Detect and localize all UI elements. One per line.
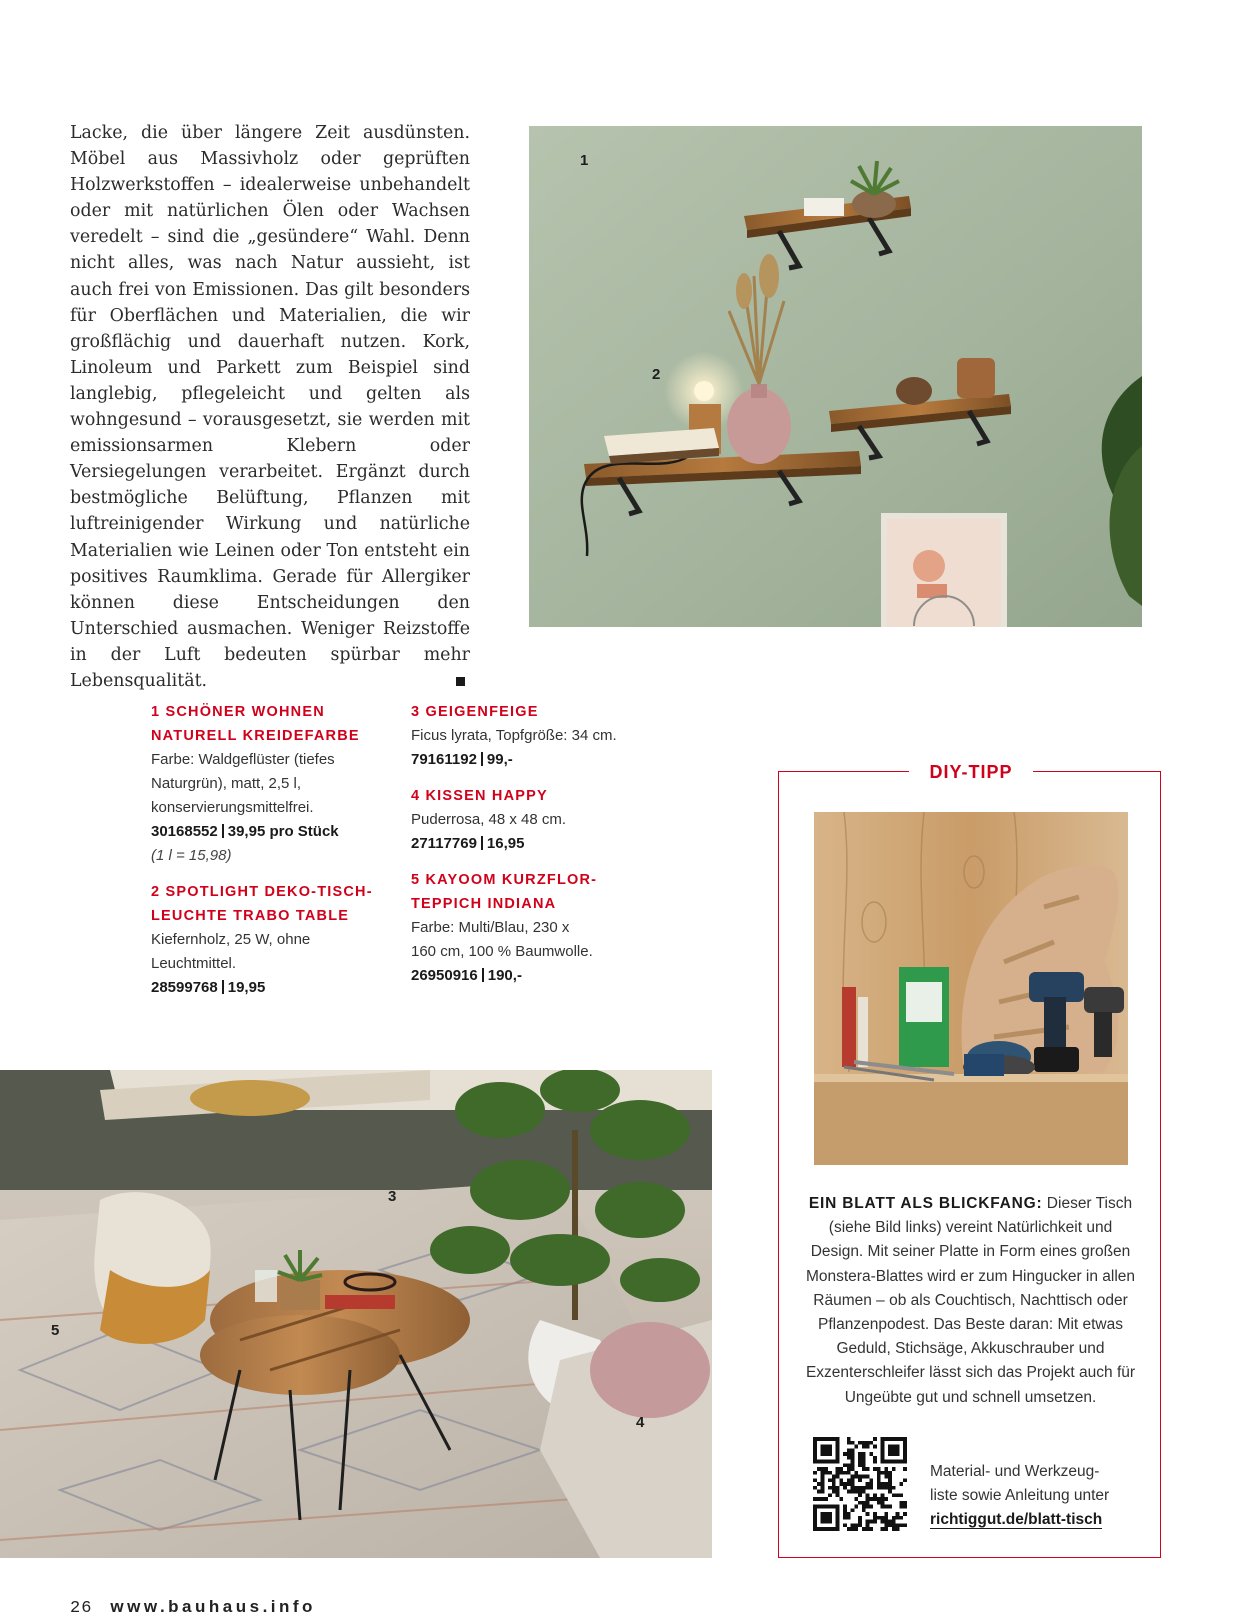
product-title-line: 5 KAYOOM KURZFLOR- (411, 872, 598, 888)
product-item (411, 700, 651, 772)
product-item (151, 700, 391, 868)
diy-tip-body: Dieser Tisch (siehe Bild links) vereint Natürlichkeit und Design. Mit seiner Platte in Form eines großen Monstera-Blattes wird er zum Hingucker in allen Räumen – ob als Couchtisch, Nachttisch oder Pflanzenpodest. Das Beste daran: Mit etwas Geduld, Stichsäge, Akkuschrauber und Exzenterschleifer lässt sich das Projekt auch für Ungeübte gut und schnell umsetzen. (805, 1195, 1136, 1406)
living-room-photo (0, 1070, 712, 1558)
product-desc-line: Leuchtmittel. (151, 955, 237, 972)
product-price (151, 820, 391, 844)
product-price-value: 19,95 (227, 979, 266, 996)
product-desc-line: 160 cm, 100 % Baumwolle. (411, 943, 593, 960)
diy-workbench-photo (814, 812, 1128, 1165)
product-price (411, 964, 651, 988)
diy-tip-text (803, 1192, 1138, 1410)
product-unit-price: (1 l = 15,98) (151, 847, 232, 864)
page-footer (70, 1597, 316, 1618)
product-title (411, 784, 651, 808)
page-number: 26 (70, 1599, 93, 1618)
photo-label-3: 3 (388, 1188, 397, 1205)
product-desc-line: Ficus lyrata, Topfgröße: 34 cm. (411, 727, 617, 744)
product-description (151, 748, 391, 820)
product-list-left (151, 700, 391, 1012)
photo-label-1: 1 (580, 152, 589, 169)
price-separator (481, 752, 483, 766)
photo-label-5: 5 (51, 1322, 60, 1339)
product-price (151, 976, 391, 1000)
product-title-line: 4 KISSEN HAPPY (411, 788, 548, 804)
product-title (151, 880, 391, 928)
product-desc-line: Farbe: Waldgeflüster (tiefes (151, 751, 335, 768)
product-sku: 28599768 (151, 979, 218, 996)
product-title (411, 868, 651, 916)
product-price-value: 190,- (487, 967, 522, 984)
diy-tip-heading: DIY-TIPP (927, 758, 1015, 786)
product-title-line: LEUCHTE TRABO TABLE (151, 908, 350, 924)
product-price (411, 748, 651, 772)
product-item (151, 880, 391, 1000)
qr-link[interactable]: richtiggut.de/blatt-tisch (930, 1511, 1103, 1528)
price-separator (482, 968, 484, 982)
product-desc-line: Puderrosa, 48 x 48 cm. (411, 811, 567, 828)
price-separator (222, 980, 224, 994)
product-title-line: 3 GEIGENFEIGE (411, 704, 539, 720)
diy-workbench-photo-illustration (814, 812, 1128, 1165)
product-price-value: 99,- (486, 751, 513, 768)
end-mark-icon (456, 677, 465, 686)
product-description (411, 808, 651, 832)
product-price-value: 39,95 pro Stück (227, 823, 339, 840)
product-sku: 26950916 (411, 967, 478, 984)
qr-caption-line: liste sowie Anleitung unter (930, 1487, 1110, 1504)
diy-tip-box (778, 762, 1161, 1558)
footer-url[interactable]: www.bauhaus.info (110, 1597, 316, 1616)
product-desc-line: Kiefernholz, 25 W, ohne (151, 931, 311, 948)
diy-tip-lead: EIN BLATT ALS BLICKFANG: (808, 1195, 1043, 1212)
price-separator (222, 824, 224, 838)
product-price-value: 16,95 (486, 835, 525, 852)
photo-label-4: 4 (636, 1414, 645, 1431)
product-title (411, 700, 651, 724)
product-item (411, 784, 651, 856)
product-title-line: TEPPICH INDIANA (411, 896, 557, 912)
qr-caption (930, 1460, 1140, 1532)
product-desc-line: Naturgrün), matt, 2,5 l, (151, 775, 302, 792)
product-title (151, 700, 391, 748)
product-sku: 30168552 (151, 823, 218, 840)
living-room-photo-illustration (0, 1070, 712, 1558)
product-title-line: 1 SCHÖNER WOHNEN (151, 704, 325, 720)
shelves-photo-illustration (529, 126, 1142, 627)
product-item (411, 868, 651, 988)
product-list-right (411, 700, 651, 1000)
product-description (411, 916, 651, 964)
qr-caption-line: Material- und Werkzeug- (930, 1463, 1100, 1480)
product-description (151, 928, 391, 976)
product-desc-line: Farbe: Multi/Blau, 230 x (411, 919, 570, 936)
price-separator (481, 836, 483, 850)
product-desc-line: konservierungsmittelfrei. (151, 799, 314, 816)
article-body (70, 120, 470, 694)
product-sku: 27117769 (411, 835, 477, 852)
product-sku: 79161192 (411, 751, 477, 768)
product-description (411, 724, 651, 748)
product-title-line: NATURELL KREIDEFARBE (151, 728, 360, 744)
shelves-photo (529, 126, 1142, 627)
product-title-line: 2 SPOTLIGHT DEKO-TISCH- (151, 884, 373, 900)
product-price (411, 832, 651, 856)
article-body-text: Lacke, die über längere Zeit ausdünsten. Möbel aus Massivholz oder geprüften Holzwerkstoffen – idealerweise unbehandelt oder mit natürlichen Ölen oder Wachsen veredelt – sind die „gesündere“ Wahl. Denn nicht alles, was nach Natur aussieht, ist auch frei von Emissionen. Das gilt besonders für Oberflächen und Materialien, die wir großflächig und dauerhaft nutzen. Kork, Linoleum und Parkett zum Beispiel sind langlebig, pflegeleicht und gelten als wohngesund – vorausgesetzt, sie werden mit emissionsarmen Klebern oder Versiegelungen verarbeitet. Ergänzt durch bestmögliche Belüftung, Pflanzen mit luftreinigender Wirkung und natürliche Materialien wie Leinen oder Ton entsteht ein positives Raumklima. Gerade für Allergiker können diese Entscheidungen den Unterschied ausmachen. Weniger Reizstoffe in der Luft bedeuten spürbar mehr Lebensqualität. (70, 123, 470, 691)
qr-code-icon[interactable] (813, 1437, 907, 1531)
photo-label-2: 2 (652, 366, 661, 383)
